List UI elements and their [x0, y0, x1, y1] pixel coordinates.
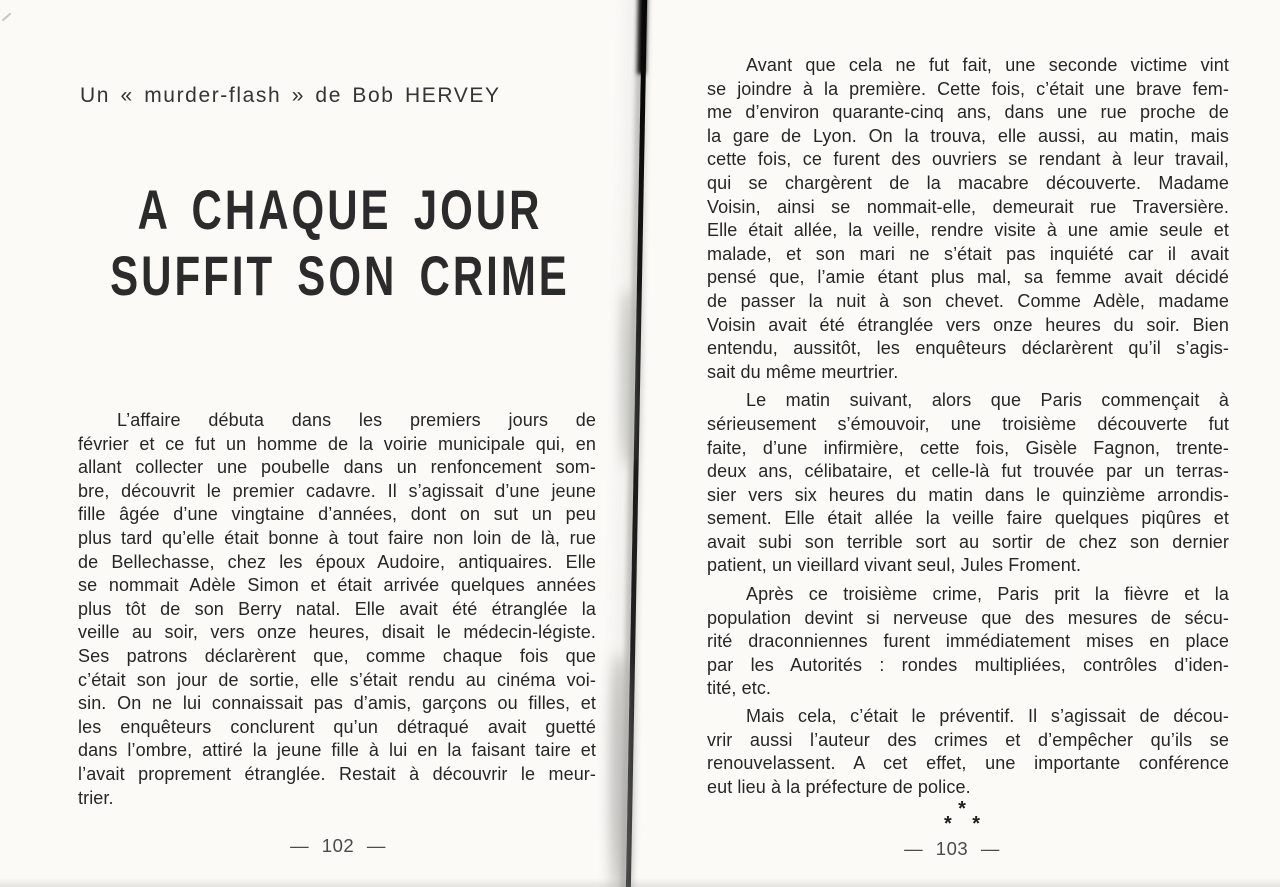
asterisk-icon: * — [958, 798, 966, 820]
text-line: de Bellechasse, chez les époux Audoire, antiquaires. Elle — [78, 551, 596, 572]
text-line: L’affaire débuta dans les premiers jours de — [117, 410, 596, 430]
text-line: les enquêteurs conclurent qu’un détraqué avait guetté — [78, 716, 596, 737]
text-line: faite, d’une infirmière, cette fois, Gisèle Fagnon, trente- — [707, 437, 1229, 458]
text-line: Voisin avait été étranglée vers onze heures du soir. Bien — [707, 314, 1229, 335]
text-line: pensé que, l’amie étant plus mal, sa femme avait décidé — [707, 267, 1229, 288]
scan-corner-artifact — [2, 13, 12, 22]
paragraph-3 — [707, 583, 1229, 701]
text-line: patient, un vieillard vivant seul, Jules Froment. — [707, 555, 1082, 576]
text-line: eut lieu à la préfecture de police. — [707, 776, 971, 797]
text-line: sérieusement s’émouvoir, une troisième découverte fut — [707, 413, 1229, 434]
text-line: se joindre à la première. Cette fois, c’était une brave fem- — [707, 78, 1229, 99]
text-line: trier. — [78, 787, 114, 808]
gutter-smudge — [621, 290, 634, 465]
text-line: qui se chargèrent de la macabre découverte. Madame — [707, 172, 1229, 193]
text-line: Voisin, ainsi se nommait-elle, demeurait rue Traversière. — [707, 196, 1229, 217]
text-line: entendu, aussitôt, les enquêteurs déclarèrent qu’il s’agis- — [707, 338, 1229, 359]
asterisk-icon: * — [944, 813, 952, 835]
text-line: se nommait Adèle Simon et était arrivée quelques années — [78, 575, 596, 596]
article-kicker: Un « murder-flash » de Bob HERVEY — [80, 84, 501, 107]
text-line: de passer la nuit à son chevet. Comme Adèle, madame — [707, 290, 1229, 311]
text-line: l’avait proprement étranglée. Restait à découvrir le meur- — [78, 763, 596, 784]
text-line: sin. On ne lui connaissait pas d’amis, garçons ou filles, et — [78, 693, 596, 714]
text-line: dans l’ombre, attiré la jeune fille à lui en la faisant taire et — [78, 740, 596, 761]
text-line: plus tard qu’elle était bonne à tout faire non loin de là, rue — [78, 527, 596, 548]
right-page-number: — 103 — — [904, 838, 1000, 859]
text-line: Le matin suivant, alors que Paris commençait à — [746, 390, 1229, 411]
text-line: c’était son jour de sortie, elle s’était rendu au cinéma voi- — [78, 669, 596, 690]
paragraph-1 — [707, 54, 1229, 384]
text-line: cette fois, ce furent des ouvriers se rendant à leur travail, — [707, 149, 1229, 170]
text-line: bre, découvrit le premier cadavre. Il s’agissait d’une jeune — [78, 480, 596, 501]
text-line: allant collecter une poubelle dans un renfoncement som- — [78, 457, 596, 478]
text-line: Avant que cela ne fut fait, une seconde victime vint — [746, 55, 1229, 75]
gutter-smudge — [611, 655, 628, 887]
left-page-number: — 102 — — [290, 835, 386, 856]
text-line: avait subi son terrible sort au sortir de chez son dernier — [707, 531, 1229, 552]
text-line: Après ce troisième crime, Paris prit la fièvre et la — [746, 584, 1229, 605]
text-line: vrir aussi l’auteur des crimes et d’empêcher qu’ils se — [707, 729, 1229, 750]
book-gutter-top-shadow — [637, 0, 646, 74]
text-line: février et ce fut un homme de la voirie municipale qui, en — [78, 433, 596, 454]
page-bottom-shadow — [0, 878, 1280, 887]
text-line: malade, et son mari ne s’était pas inquiété car il avait — [707, 243, 1229, 264]
text-line: la gare de Lyon. On la trouva, elle aussi, au matin, mais — [707, 125, 1229, 146]
paragraph-2 — [707, 389, 1229, 578]
text-line: veille au soir, vers onze heures, disait le médecin-légiste. — [78, 622, 596, 643]
text-line: rité draconniennes furent immédiatement mises en place — [707, 631, 1229, 652]
title-line-1: A CHAQUE JOUR — [137, 178, 543, 241]
text-line: population devint si nerveuse que des mesures de sécu- — [707, 607, 1229, 628]
article-title — [28, 177, 652, 309]
text-line: plus tôt de son Berry natal. Elle avait été étranglée la — [78, 598, 596, 619]
text-line: sement. Elle était allée la veille faire quelques piqûres et — [707, 508, 1229, 529]
text-line: deux ans, célibataire, et celle-là fut trouvée par un terras- — [707, 461, 1229, 482]
left-page-body — [78, 409, 596, 810]
title-line-2: SUFFIT SON CRIME — [110, 244, 570, 307]
text-line: par les Autorités : rondes multipliées, contrôles d’iden- — [707, 654, 1229, 675]
text-line: Mais cela, c’était le préventif. Il s’agissait de décou- — [746, 706, 1229, 727]
text-line: renouvelassent. A cet effet, une importante conférence — [707, 753, 1229, 774]
text-line: Elle était allée, la veille, rendre visite à une amie seule et — [707, 220, 1229, 241]
text-line: me d’environ quarante-cinq ans, dans une rue proche de — [707, 102, 1229, 123]
asterisk-ornament — [941, 798, 983, 835]
right-page — [707, 0, 1229, 799]
text-line: tité, etc. — [707, 678, 772, 699]
asterisk-icon: * — [972, 813, 980, 835]
text-line: Ses patrons déclarèrent que, comme chaque fois que — [78, 645, 596, 666]
text-line: sait du même meurtrier. — [707, 361, 899, 382]
text-line: fille âgée d’une vingtaine d’années, dont on sut un peu — [78, 504, 596, 525]
paragraph-4 — [707, 705, 1229, 799]
text-line: sier vers six heures du matin dans le quinzième arrondis- — [707, 484, 1229, 505]
